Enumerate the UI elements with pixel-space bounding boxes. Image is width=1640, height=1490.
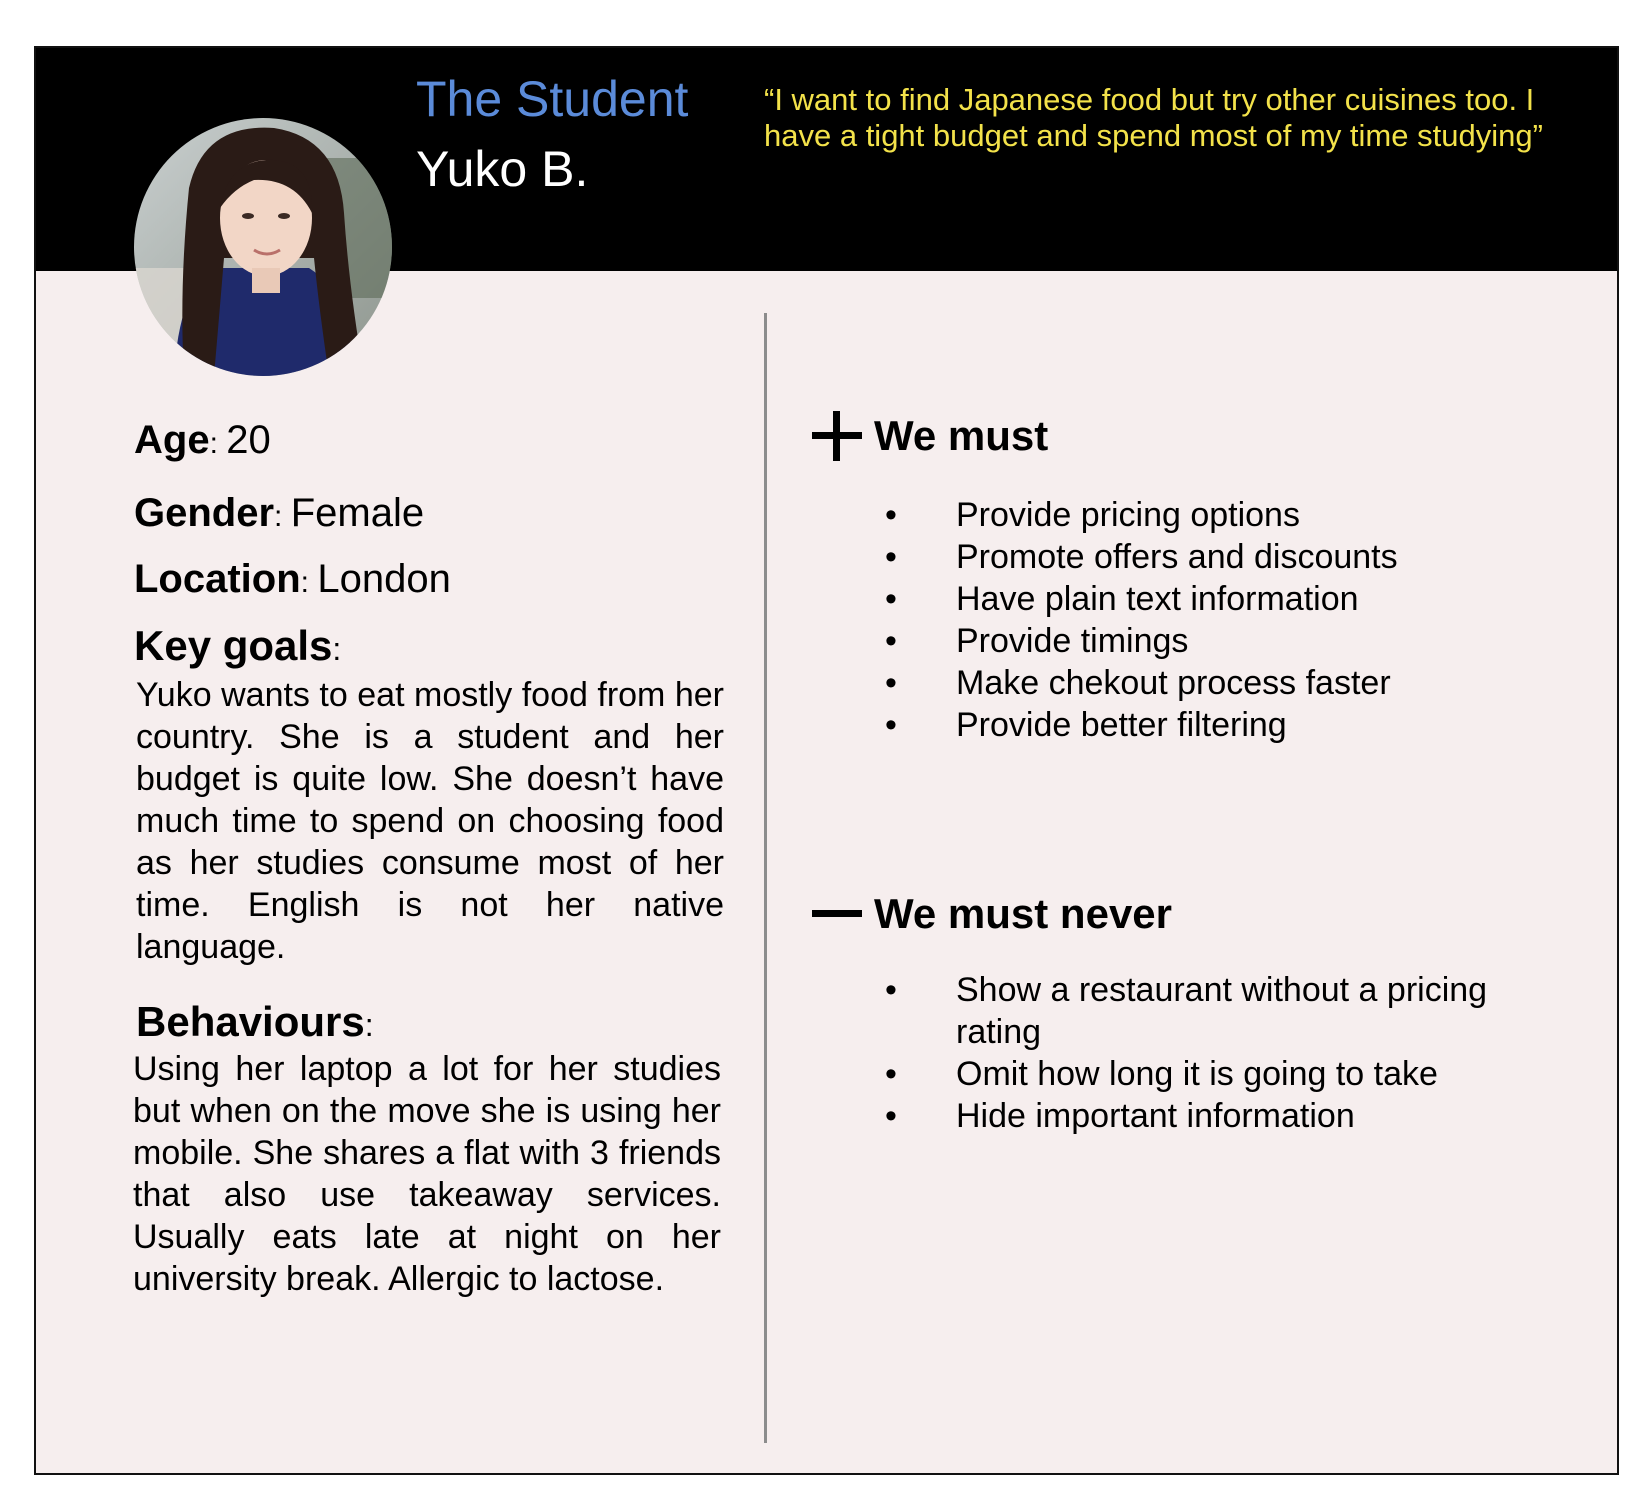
list-item: • Promote offers and discounts <box>885 538 1398 576</box>
must-never-section-title <box>812 884 1172 944</box>
plus-icon <box>812 411 862 461</box>
key-goals-label: Key goals <box>134 622 333 669</box>
list-item: • Omit how long it is going to take <box>885 1055 1438 1093</box>
gender-value: Female <box>290 491 425 535</box>
must-title: We must <box>874 412 1049 459</box>
behaviours-heading: Behaviours: <box>136 998 374 1045</box>
list-item: • Provide timings <box>885 622 1189 660</box>
gender-label: Gender <box>134 491 275 535</box>
age-label: Age <box>134 418 210 462</box>
minus-icon <box>812 889 862 939</box>
list-item: • Make chekout process faster <box>885 664 1391 702</box>
must-never-list <box>876 969 1576 1137</box>
avatar <box>134 118 392 376</box>
list-item: • Have plain text information <box>885 580 1359 618</box>
persona-name: Yuko B. <box>416 141 589 197</box>
persona-quote: “I want to find Japanese food but try other cuisines too. I have a tight budget and spend most of my time studying” <box>764 82 1543 153</box>
behaviours-label: Behaviours <box>136 998 365 1045</box>
must-list <box>876 494 1596 746</box>
location-value: London <box>317 557 451 601</box>
must-never-title: We must never <box>874 890 1172 937</box>
list-item: • Provide better filtering <box>885 706 1287 744</box>
persona-type: The Student <box>416 71 689 127</box>
list-item: • Hide important information <box>885 1097 1355 1135</box>
key-goals-heading: Key goals: <box>134 622 342 669</box>
list-item: • Show a restaurant without a pricing rating <box>885 971 1488 1051</box>
location-field: Location: London <box>134 557 451 601</box>
must-section-title <box>812 406 1048 466</box>
list-item: • Provide pricing options <box>885 496 1300 534</box>
behaviours-text: Using her laptop a lot for her studies but when on the move she is using her mobile. She shares a flat with 3 friends that also use takeaway services. Usually eats late at night on her university break. Allergic to lactose. <box>133 1050 721 1298</box>
column-divider <box>764 313 767 1443</box>
location-label: Location <box>134 557 301 601</box>
age-field: Age: 20 <box>134 418 271 462</box>
age-value: 20 <box>226 418 271 462</box>
gender-field: Gender: Female <box>134 491 425 535</box>
persona-card <box>34 46 1619 1475</box>
key-goals-text: Yuko wants to eat mostly food from her country. She is a student and her budget is quite low. She doesn’t have much time to spend on choosing food as her studies consume most of her time. English is not her native language. <box>136 676 724 966</box>
